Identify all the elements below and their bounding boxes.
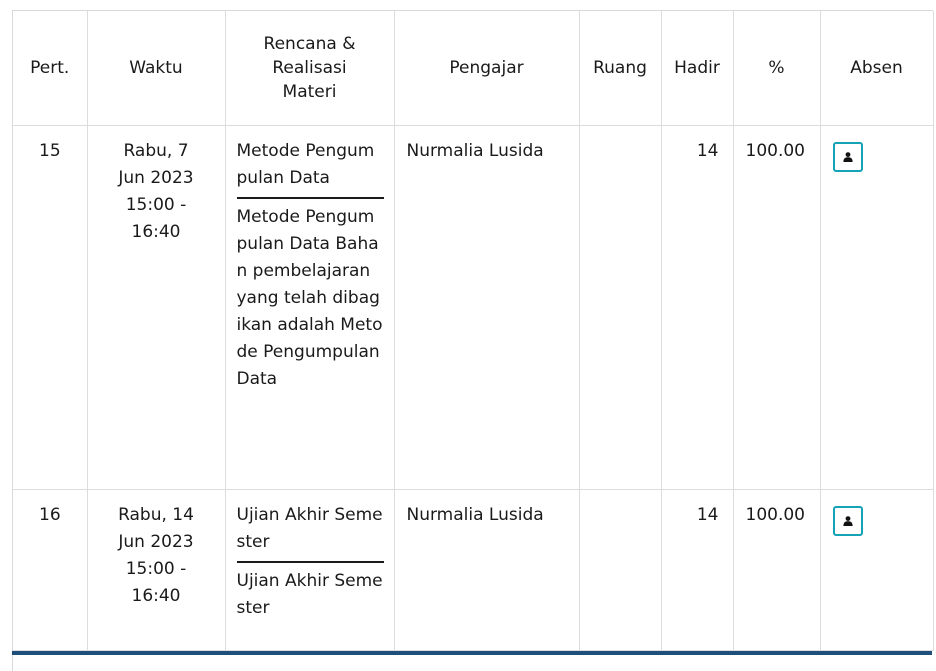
header-pert: Pert. (13, 11, 87, 126)
cell-ruang (579, 126, 661, 490)
cell-pert: 15 (13, 126, 87, 490)
cell-pert: 16 (13, 490, 87, 651)
attendance-table (13, 11, 934, 651)
waktu-date: Jun 2023 (118, 168, 194, 188)
user-icon (843, 516, 853, 526)
header-persen: % (733, 11, 820, 126)
header-pengajar: Pengajar (394, 11, 579, 126)
cell-materi (225, 126, 394, 490)
header-absen: Absen (820, 11, 933, 126)
header-ruang: Ruang (579, 11, 661, 126)
realisasi-materi: Metode Pengumpulan Data Bahan pembelajaran yang telah dibagikan adalah Metode Pengumpulan Data (236, 207, 383, 389)
user-icon (843, 152, 853, 162)
realisasi-materi: Ujian Akhir Semester (236, 571, 383, 618)
waktu-start: 15:00 - (125, 195, 187, 215)
rencana-materi: Metode Pengumpulan Data (237, 138, 384, 199)
cell-hadir: 14 (661, 490, 733, 651)
cell-absen (820, 126, 933, 490)
rencana-materi: Ujian Akhir Semester (237, 502, 384, 563)
table-row (13, 126, 933, 490)
cell-ruang (579, 490, 661, 651)
table-header-row (13, 11, 933, 126)
absen-button[interactable] (833, 506, 863, 536)
waktu-end: 16:40 (131, 222, 181, 242)
header-waktu: Waktu (87, 11, 225, 126)
header-materi (225, 11, 394, 126)
header-hadir: Hadir (661, 11, 733, 126)
table-row (13, 490, 933, 651)
header-materi-line2: Realisasi (272, 58, 347, 78)
attendance-table-container (12, 10, 933, 671)
waktu-day: Rabu, 14 (118, 505, 194, 525)
cell-waktu (87, 126, 225, 490)
waktu-start: 15:00 - (125, 559, 187, 579)
absen-button[interactable] (833, 142, 863, 172)
cell-pengajar: Nurmalia Lusida (394, 126, 579, 490)
waktu-date: Jun 2023 (118, 532, 194, 552)
cell-waktu (87, 490, 225, 651)
footer-divider (12, 651, 932, 655)
waktu-end: 16:40 (131, 586, 181, 606)
header-materi-line3: Materi (282, 82, 337, 102)
cell-hadir: 14 (661, 126, 733, 490)
waktu-day: Rabu, 7 (123, 141, 189, 161)
cell-persen: 100.00 (733, 490, 820, 651)
cell-persen: 100.00 (733, 126, 820, 490)
cell-pengajar: Nurmalia Lusida (394, 490, 579, 651)
cell-materi (225, 490, 394, 651)
header-materi-line1: Rencana & (263, 34, 356, 54)
cell-absen (820, 490, 933, 651)
